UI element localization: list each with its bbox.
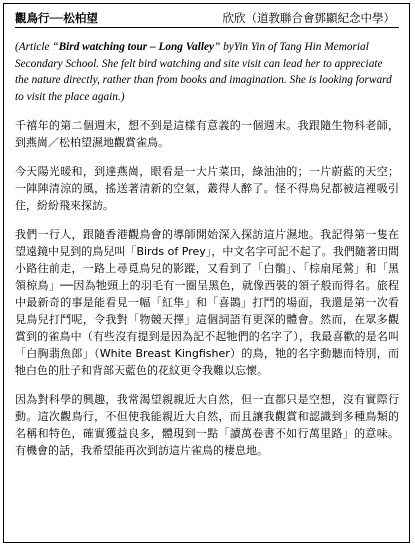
english-summary (15, 39, 399, 105)
summary-open: (Article “ (15, 41, 59, 53)
paragraph-3: 我們一行人，跟隨香港觀鳥會的導師開始深入探訪這片濕地。我記得第一隻在望遠鏡中見到的鳥兒叫「Birds of Prey」，中文名字可記不起了。我們隨著田間小路往前走，一路上尋覓鳥兒的影蹤，又看到了「白鶺」、「棕扇尾鶯」和「黑領椋鳥」──因為牠頸上的羽毛有一圈呈黑色，就像西裝的領子般而得名。旅程中最新奇的事是能看見一幅「紅隼」和「喜鵲」打鬥的場面，我還是第一次看見鳥兒打鬥呢，令我對「物競天擇」這個詞語有更深的體會。然而，在眾多觀賞到的雀鳥中（有些沒有提到是因為記不起牠們的名字了），我最喜歡的是名叫「白胸翡魚郎」（White Breast Kingfisher）的鳥，牠的名字動聽而特別，而牠白色的肚子和背部天藍色的花紋更令我難以忘懷。 (15, 228, 399, 377)
article-author: 欣欣（道教聯合會鄧顯紀念中學） (222, 11, 395, 25)
article-header (15, 11, 399, 28)
summary-article-title: Bird watching tour – Long Valley (58, 41, 214, 53)
article-page (3, 3, 410, 543)
article-title: 觀鳥行──松柏望 (15, 11, 98, 25)
paragraph-2: 今天陽光暖和，到達燕崗，眼看是一大片菜田，綠油油的；一片蔚藍的天空；一陣陣清涼的風，搖送著清新的空氣，叢得人醉了。怪不得鳥兒都被這裡吸引住，紛紛飛來探訪。 (15, 165, 399, 212)
summary-text: ” byYin Yin of Tang Hin Memorial Secondary School. She felt bird watching and site visit can lead her to appreciate the nature directly, rather than from books and imagination. She is looking forward to visit the place again.) (15, 41, 392, 103)
paragraph-1: 千禧年的第二個週末，想不到是這樣有意義的一個週末。我跟隨生物科老師，到燕崗／松柏望濕地觀賞雀鳥。 (15, 119, 399, 149)
paragraph-4: 因為對科學的興趣，我常渴望親親近大自然，但一直都只是空想，沒有實際行動。這次觀鳥行，不但使我能親近大自然，而且讓我觀賞和認識到多種鳥類的名稱和特色，確實獲益良多，體現到一點「讀萬卷書不如行萬里路」的意味。有機會的話，我希望能再次到訪這片雀鳥的棲息地。 (15, 393, 399, 457)
